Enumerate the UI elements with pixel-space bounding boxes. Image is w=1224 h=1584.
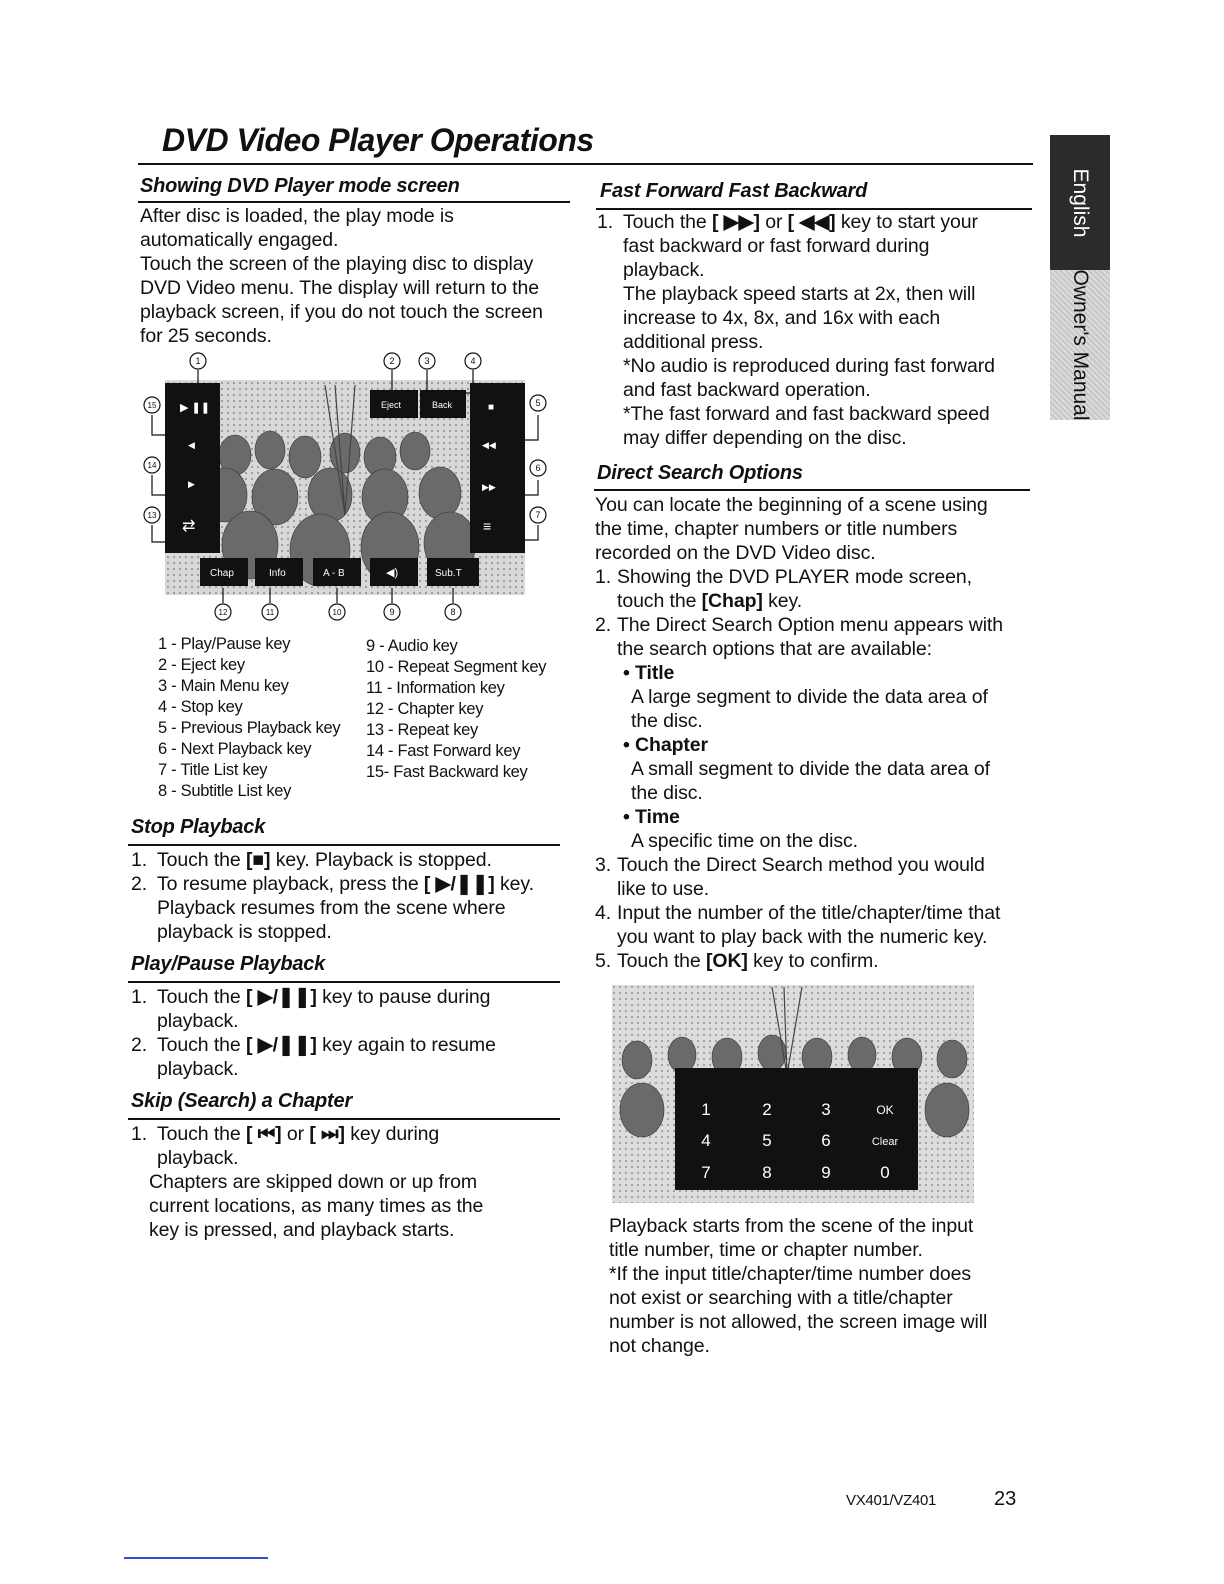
svg-text:5: 5 [762, 1131, 772, 1150]
playpause-body: 1. Touch the [ ▶/❚❚] key to pause during playback. 2. Touch the [ ▶/❚❚] key again to resume playback. [131, 986, 496, 1080]
svg-text:▶▶: ▶▶ [482, 482, 496, 492]
page-number: 23 [994, 1488, 1017, 1510]
svg-text:8: 8 [450, 607, 456, 617]
after-keypad-text: Playback starts from the scene of the input title number, time or chapter number. *If the input title/chapter/time number does not exist or searching with a title/chapter number is not allowed, the screen image will not change. [609, 1215, 988, 1357]
svg-text:7: 7 [701, 1163, 711, 1182]
svg-text:3: 3 [821, 1100, 831, 1119]
svg-text:1: 1 [195, 356, 201, 366]
showing-rule [138, 201, 570, 203]
svg-text:Sub.T: Sub.T [435, 568, 462, 579]
direct-body: You can locate the beginning of a scene using the time, chapter numbers or title numbers recorded on the DVD Video disc. 1. Showing the DVD PLAYER mode screen, touch the [Chap] key. 2. The Direct Search Option menu appears with the search options that are available: • Title A large segment to divide the data area of the disc. • Chapter A small segment to divide the data area of the disc. • Time A specific time on the disc. 3. Touch the Direct Search method you would like to use. 4. Input the number of the title/chapter/time that you want to play back with the numeric key. 5. Touch the [OK] key to confirm. [595, 494, 1003, 972]
bottom-rule [124, 1557, 268, 1559]
svg-text:5: 5 [535, 398, 541, 408]
svg-text:≡: ≡ [483, 518, 492, 534]
svg-text:1: 1 [701, 1100, 711, 1119]
svg-text:2: 2 [389, 356, 395, 366]
svg-text:A - B: A - B [323, 568, 345, 579]
showing-heading: Showing DVD Player mode screen [140, 175, 460, 197]
svg-text:2: 2 [762, 1100, 772, 1119]
showing-body: After disc is loaded, the play mode is automatically engaged. Touch the screen of the playing disc to display DVD Video menu. The display will return to the playback screen, if you do not touch the screen for 25 seconds. [140, 205, 543, 347]
direct-heading: Direct Search Options [597, 462, 803, 484]
skip-rule [128, 1118, 560, 1120]
ff-body: 1. Touch the [ ▶▶] or [ ◀◀] key to start your fast backward or fast forward during playback. The playback speed starts at 2x, then will increase to 4x, 8x, and 16x with each additional press. *No audio is reproduced during fast forward and fast backward operation. *The fast forward and fast backward speed may differ depending on the disc. [597, 211, 995, 449]
svg-text:Clear: Clear [871, 1136, 899, 1148]
svg-text:3: 3 [424, 356, 430, 366]
svg-text:13: 13 [147, 511, 157, 520]
svg-text:9: 9 [821, 1163, 831, 1182]
playpause-rule [128, 981, 560, 983]
svg-text:7: 7 [535, 510, 541, 520]
svg-text:0: 0 [880, 1163, 890, 1182]
svg-text:6: 6 [821, 1131, 831, 1150]
direct-rule [594, 489, 1030, 491]
svg-text:▶ ❚❚: ▶ ❚❚ [180, 402, 210, 414]
svg-text:■: ■ [488, 402, 495, 413]
svg-text:◀◀: ◀◀ [482, 440, 496, 450]
stop-body: 1. Touch the [■] key. Playback is stopped. 2. To resume playback, press the [ ▶/❚❚] key. Playback resumes from the scene where playback is stopped. [131, 849, 534, 943]
legend-left: 1 - Play/Pause key 2 - Eject key 3 - Main Menu key 4 - Stop key 5 - Previous Playback key 6 - Next Playback key 7 - Title List key 8 - Subtitle List key [158, 635, 341, 800]
svg-text:4: 4 [470, 356, 476, 366]
svg-text:Info: Info [269, 568, 286, 579]
title-rule [138, 163, 1033, 165]
svg-text:6: 6 [535, 463, 541, 473]
skip-body: 1. Touch the [ ⏮] or [ ⏭] key during playback. Chapters are skipped down or up from current locations, as many times as the key is pressed, and playback starts. [131, 1123, 484, 1241]
svg-text:OK: OK [876, 1103, 894, 1117]
page-title: DVD Video Player Operations [162, 122, 594, 158]
svg-text:11: 11 [265, 608, 275, 617]
playpause-heading: Play/Pause Playback [131, 953, 326, 975]
skip-heading: Skip (Search) a Chapter [131, 1090, 353, 1112]
svg-text:▶: ▶ [188, 479, 195, 489]
svg-text:Back: Back [432, 400, 453, 410]
footer-model: VX401/VZ401 [846, 1492, 937, 1509]
svg-text:⇄: ⇄ [182, 518, 196, 535]
stop-heading: Stop Playback [131, 816, 266, 838]
keypad-screen [612, 985, 974, 1203]
svg-text:14: 14 [147, 461, 157, 470]
stop-rule [128, 844, 560, 846]
svg-text:12: 12 [218, 608, 228, 617]
svg-text:9: 9 [389, 607, 395, 617]
side-tab [1050, 135, 1110, 420]
dvd-screen-diagram [130, 345, 560, 625]
svg-text:4: 4 [701, 1131, 711, 1150]
ff-heading: Fast Forward Fast Backward [600, 180, 868, 202]
svg-text:Chap: Chap [210, 568, 234, 579]
side-tab-language: English [1050, 135, 1110, 270]
side-tab-manual: Owner's Manual [1050, 270, 1110, 420]
svg-text:15: 15 [147, 401, 157, 410]
svg-text:10: 10 [332, 608, 342, 617]
svg-text:◀): ◀) [386, 567, 399, 579]
legend-right: 9 - Audio key 10 - Repeat Segment key 11 - Information key 12 - Chapter key 13 - Repeat key 14 - Fast Forward key 15- Fast Backward key [366, 637, 547, 781]
svg-text:◀: ◀ [188, 440, 195, 450]
svg-text:Eject: Eject [381, 400, 402, 410]
svg-text:8: 8 [762, 1163, 772, 1182]
